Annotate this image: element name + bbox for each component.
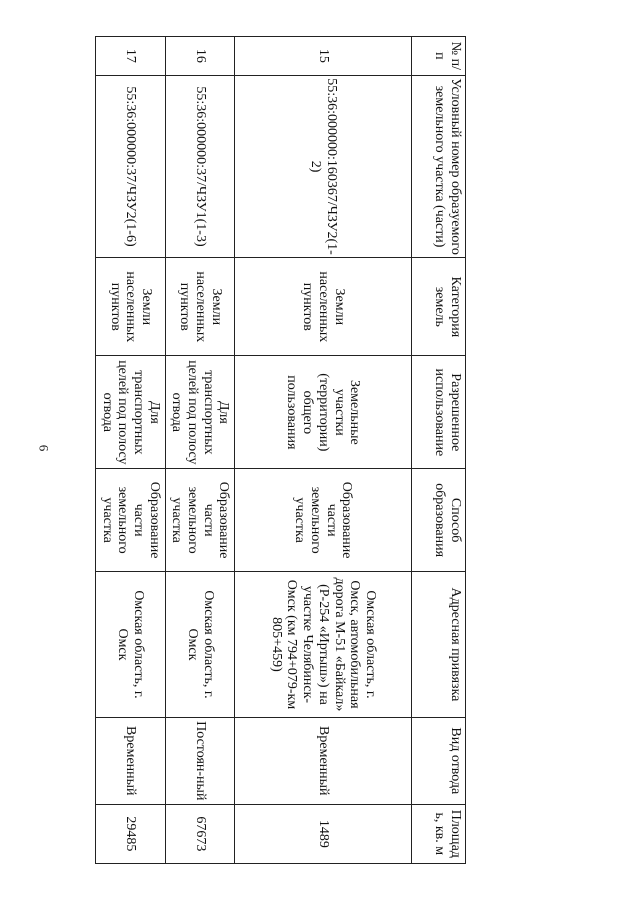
cell-method: Образование части земельного участка [166, 469, 235, 572]
cell-address: Омская область, г. Омск, автомобильная дорога М-51 «Байкал» (Р-254 «Иртыш») на участке Челябинск-Омск (км 794+079-км 805+459) [235, 571, 412, 717]
page-number: 6 [36, 444, 52, 452]
cell-cadastral: 55:36:000000:37/ЧЗУ1(1-3) [166, 75, 235, 258]
cell-usage: Для транспортных целей под полосу отвода [166, 356, 235, 469]
header-address: Адресная привязка [412, 571, 466, 717]
header-cadastral: Условный номер образуемого земельного участка (части) [412, 75, 466, 258]
header-category: Категория земель [412, 258, 466, 356]
table-row [235, 37, 412, 864]
cell-area: 29485 [96, 804, 166, 863]
header-area: Площадь, кв. м [412, 804, 466, 863]
cell-num: 15 [235, 37, 412, 76]
table-row [96, 37, 166, 864]
cell-category: Земли населенных пунктов [235, 258, 412, 356]
cell-cadastral: 55:36:000000:37/ЧЗУ2(1-6) [96, 75, 166, 258]
table-row [166, 37, 235, 864]
cell-type: Постоян-ный [166, 717, 235, 804]
cell-category: Земли населенных пунктов [96, 258, 166, 356]
cell-method: Образование части земельного участка [96, 469, 166, 572]
land-plots-table [95, 36, 466, 864]
rotated-table-container [96, 36, 466, 864]
cell-method: Образование части земельного участка [235, 469, 412, 572]
cell-type: Временный [96, 717, 166, 804]
cell-usage: Для транспортных целей под полосу отвода [96, 356, 166, 469]
cell-num: 17 [96, 37, 166, 76]
cell-address: Омская область, г. Омск [166, 571, 235, 717]
cell-num: 16 [166, 37, 235, 76]
cell-type: Временный [235, 717, 412, 804]
cell-area: 67673 [166, 804, 235, 863]
header-num: № п/п [412, 37, 466, 76]
cell-area: 1489 [235, 804, 412, 863]
cell-cadastral: 55:36:000000:160367/ЧЗУ2(1-2) [235, 75, 412, 258]
cell-address: Омская область, г. Омск [96, 571, 166, 717]
cell-category: Земли населенных пунктов [166, 258, 235, 356]
header-usage: Разрешенное использование [412, 356, 466, 469]
cell-usage: Земельные участки (территории) общего пользования [235, 356, 412, 469]
table-header-row [412, 37, 466, 864]
header-type: Вид отвода [412, 717, 466, 804]
header-method: Способ образования [412, 469, 466, 572]
